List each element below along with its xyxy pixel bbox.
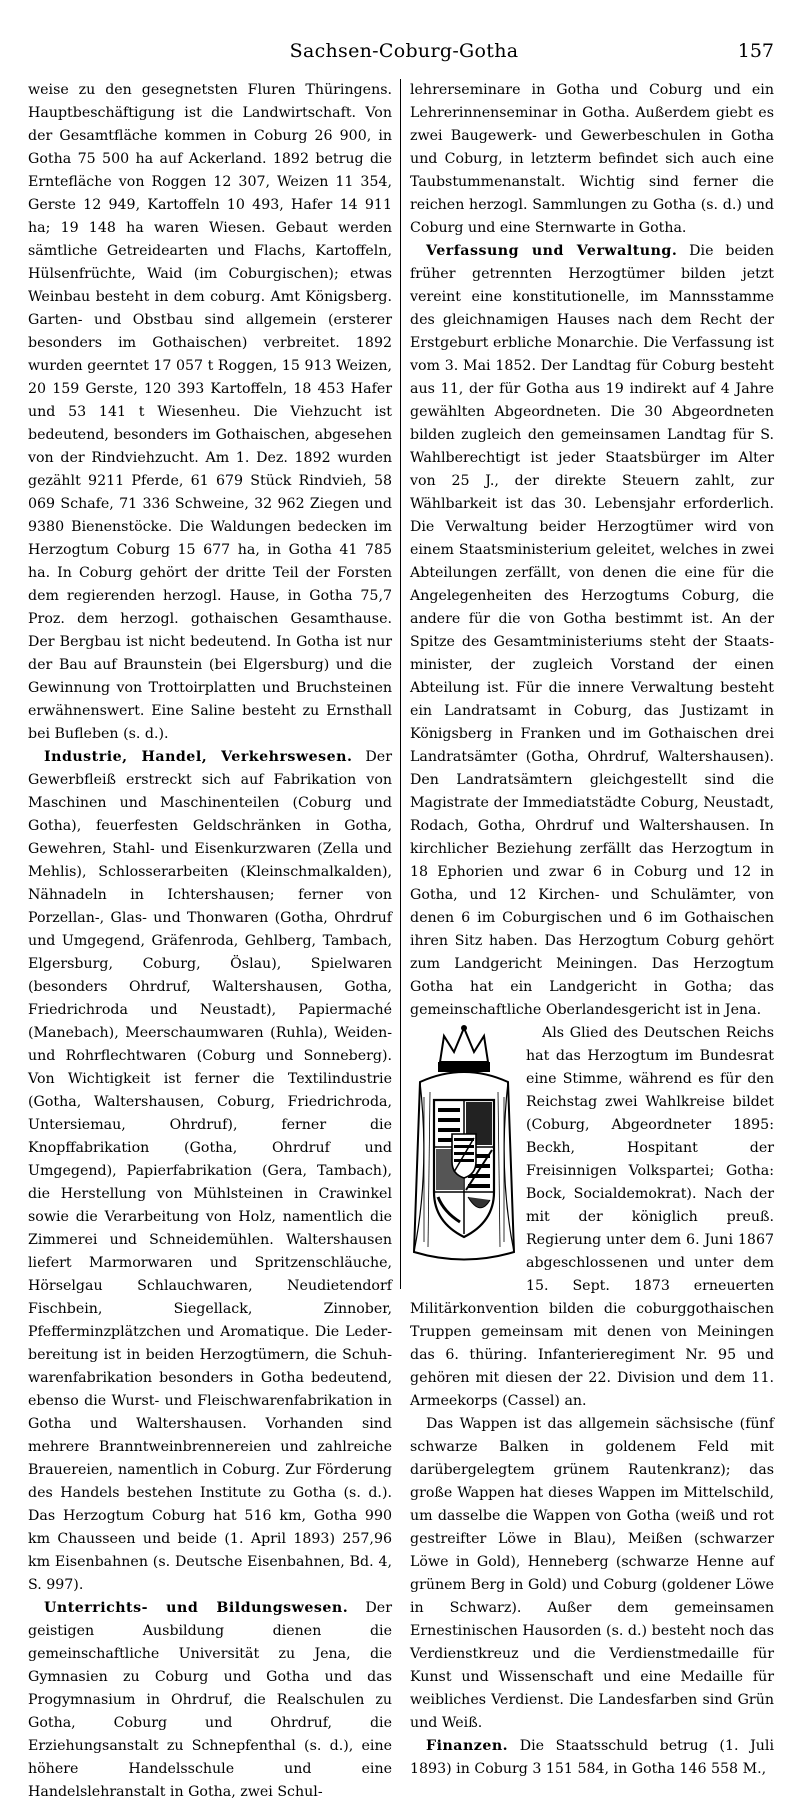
industry-text: Der Gewerbfleiß erstreckt sich auf Fabrikation von Maschinen und Maschinenteilen (Coburg und Gotha), feuerfesten Geldschränken in Gotha, Gewehren, Stahl- und Eisenkurzwaren (Zella und Mehlis), Schlosserarbeiten (Kleinschmalkalden), Nähnadeln in Ichtershausen; ferner von Porzellan-, Glas- und Thonwaren (Gotha, Ohrdruf und Umgegend, Gräfenroda, Gehlberg, Tambach, Elgersburg, Coburg, Öslau), Spielwaren (besonders Ohrdruf, Waltershausen, Gotha, Friedrichroda und Neustadt), Papiermaché (Manebach), Meerschaumwaren (Ruhla), Weiden- und Rohrflechtwaren (Coburg und Sonneberg). Von Wichtigkeit ist ferner die Textilindustrie (Gotha, Waltershausen, Coburg, Friedrichroda, Untersiemau, Ohrdruf), ferner die Knopffabrikation (Gotha, Ohrdruf und Umgegend), Papierfabrikation (Gera, Tambach), die Herstellung von Mühlsteinen in Crawinkel sowie die Verarbeitung von Holz, namentlich die Zimmerei und Schneidemühlen. Waltershausen liefert Marmorwaren und Spritzenschläuche, Hörselgau Schlauchwaren, Neudietendorf Fischbein, Siegellack, Zinnober, Pfefferminzplätzchen und Aromatique. Die Lederbereitung ist in beiden Herzogtümern, die Schuhwarenfabrikation besonders in Gotha bedeutend, ebenso die Wurst- und Fleischwarenfabrikation in Gotha und Waltershausen. Vorhanden sind mehrere Branntweinbrennereien und zahlreiche Brauereien, namentlich in Coburg. Zur Förderung des Handels bestehen Institute zu Gotha (s. d.). Das Herzogtum Coburg hat 516 km, Gotha 990 km Chausseen und beide (1. April 1893) 257,96 km Eisenbahnen (s. Deutsche Eisenbahnen, Bd. 4, S. 997).: [28, 749, 392, 1593]
agriculture-paragraph: weise zu den gesegnetsten Fluren Thüringens. Hauptbeschäftigung ist die Landwirtschaft. Von der Gesamtfläche kommen in Coburg 26 900, in Gotha 75 500 ha auf Ackerland. 1892 betrug die Erntefläche von Roggen 12 307, Weizen 11 354, Gerste 12 949, Kartoffeln 10 493, Hafer 14 911 ha; 19 148 ha waren Wiesen. Gebaut werden sämtliche Getreidearten und Flachs, Kartoffeln, Hülsenfrüchte, Waid (im Coburgischen); etwas Weinbau besteht in dem coburg. Amt Königsberg. Garten- und Obstbau sind allgemein (ersterer besonders im Gothaischen) verbreitet. 1892 wurden geerntet 17 057 t Roggen, 15 913 Weizen, 20 159 Gerste, 120 393 Kartoffeln, 18 453 Hafer und 53 141 t Wiesenheu. Die Viehzucht ist bedeutend, besonders im Gothaischen, abgesehen von der Rindviehzucht. Am 1. Dez. 1892 wurden gezählt 9211 Pferde, 61 679 Stück Rindvieh, 58 069 Schafe, 71 336 Schweine, 32 962 Ziegen und 9380 Bienenstöcke. Die Waldungen bedecken im Herzogtum Coburg 15 677 ha, in Gotha 41 785 ha. In Coburg gehört der dritte Teil der Forsten dem regierenden herzogl. Hause, in Gotha 75,7 Proz. dem herzogl. gothaischen Gesamthause. Der Bergbau ist nicht bedeutend. In Gotha ist nur der Bau auf Braunstein (bei Elgersburg) und die Gewinnung von Trottoirplatten und Bruchsteinen erwähnenswert. Eine Saline besteht zu Ernsthall bei Bufleben (s. d.).: [28, 82, 392, 742]
reich-paragraph: Als Glied des Deutschen Reichs hat das Herzogtum im Bundesrat eine Stimme, während es für den Reichstag zwei Wahlkreise bildet (Coburg, Abgeordneter 1895: Beckh, Hospitant der Freisinnigen Volkspartei; Gotha: Bock, Socialdemokrat). Nach der mit der königlich preuß. Regierung unter dem 6. Juni 1867 abgeschlossenen und unter dem 15. Sept. 1873 erneuerten Militärkonvention bilden die coburggothaischen Truppen gemeinsam mit denen von Meiningen das 6. thüring. Infanterieregiment Nr. 95 und gehören mit diesen der 22. Division und dem 11. Armeekorps (Cassel) an.: [410, 1025, 774, 1409]
page: [28, 0, 780, 1800]
industry-paragraph: [28, 746, 392, 1597]
page-header: [28, 40, 780, 66]
page-number: 157: [737, 40, 774, 62]
running-title: Sachsen-Coburg-Gotha: [289, 40, 519, 62]
constitution-heading: Verfassung und Verwaltung.: [426, 243, 678, 259]
column-divider: [400, 79, 401, 1289]
education-heading: Unterrichts- und Bildungswesen.: [44, 1600, 349, 1616]
education-continued-paragraph: lehrerseminare in Gotha und Coburg und ein Lehrerinnenseminar in Gotha. Außerdem giebt es zwei Baugewerk- und Gewerbeschulen in Gotha und Coburg, in letzterm befindet sich auch eine Taubstummenanstalt. Wichtig sind ferner die reichen herzogl. Sammlungen zu Gotha (s. d.) und Coburg und eine Sternwarte in Gotha.: [410, 82, 774, 236]
coat-of-arms-image: [410, 1022, 518, 1277]
finance-heading: Finanzen.: [426, 1738, 509, 1754]
left-column: [28, 79, 392, 1800]
constitution-text: Die beiden früher getrennten Herzogtümer bilden jetzt vereint eine konstitutionelle, im Mannsstamme des gleichnamigen Hauses nach dem Recht der Erstgeburt erbliche Monarchie. Die Verfassung ist vom 3. Mai 1852. Der Landtag für Coburg besteht aus 11, der für Gotha aus 19 indirekt auf 4 Jahre gewählten Abgeordneten. Die 30 Abgeordneten bilden zugleich den gemeinsamen Landtag für S. Wahlberechtigt ist jeder Staatsbürger im Alter von 25 J., der direkte Steuern zahlt, zur Wählbarkeit ist das 30. Lebensjahr erforderlich. Die Verwaltung beider Herzogtümer wird von einem Staatsministerium geleitet, welches in zwei Abteilungen zerfällt, von denen die eine für die Angelegenheiten des Herzogtums Coburg, die andere für die von Gotha bestimmt ist. An der Spitze des Gesamtministeriums steht der Staatsminister, der zugleich Vorstand der einen Abteilung ist. Für die innere Verwaltung besteht ein Landratsamt in Coburg, das Justizamt in Königsberg in Franken und im Gothaischen drei Landratsämter (Gotha, Ohrdruf, Waltershausen). Den Landratsämtern gleichgestellt sind die Magistrate der Immediatstädte Coburg, Neustadt, Rodach, Gotha, Ohrdruf und Waltershausen. In kirchlicher Beziehung zerfällt das Herzogtum in 18 Ephorien und zwar 6 in Coburg und 12 in Gotha, und 12 Kirchen- und Schulämter, von denen 6 im Coburgischen und 6 im Gothaischen ihren Sitz haben. Das Herzogtum Coburg gehört zum Landgericht Meiningen. Das Herzogtum Gotha hat ein Landgericht in Gotha; das gemeinschaftliche Oberlandesgericht ist in Jena.: [410, 243, 774, 1018]
industry-heading: Industrie, Handel, Verkehrswesen.: [44, 749, 353, 765]
education-text: Der geistigen Ausbildung dienen die gemeinschaftliche Universität zu Jena, die Gymnasien zu Coburg und Gotha und das Progymnasium in Ohrdruf, die Realschulen zu Gotha, Coburg und Ohrdruf, die Erziehungsanstalt zu Schnepfenthal (s. d.), eine höhere Handelsschule und eine Handelslehranstalt in Gotha, zwei Schul-: [28, 1600, 392, 1800]
constitution-paragraph: [410, 240, 774, 1022]
coat-of-arms-paragraph: Das Wappen ist das allgemein sächsische (fünf schwarze Balken in goldenem Feld mit darübergelegtem grünem Rautenkranz); das große Wappen hat dieses Wappen im Mittelschild, um dasselbe die Wappen von Gotha (weiß und rot gestreifter Löwe in Blau), Meißen (schwarzer Löwe in Gold), Henneberg (schwarze Henne auf grünem Berg in Gold) und Coburg (goldener Löwe in Schwarz). Außer dem gemeinsamen Ernestinischen Hausorden (s. d.) besteht noch das Verdienstkreuz und die Verdienstmedaille für Kunst und Wissenschaft und eine Medaille für weibliches Verdienst. Die Landesfarben sind Grün und Weiß.: [410, 1416, 774, 1731]
finance-text: Die Staatsschuld betrug (1. Juli 1893) in Coburg 3 151 584, in Gotha 146 558 M.,: [410, 1738, 774, 1777]
coat-of-arms-icon: [410, 1022, 518, 1272]
finance-paragraph: [410, 1735, 774, 1781]
education-paragraph: [28, 1597, 392, 1804]
right-column: [410, 79, 774, 1777]
